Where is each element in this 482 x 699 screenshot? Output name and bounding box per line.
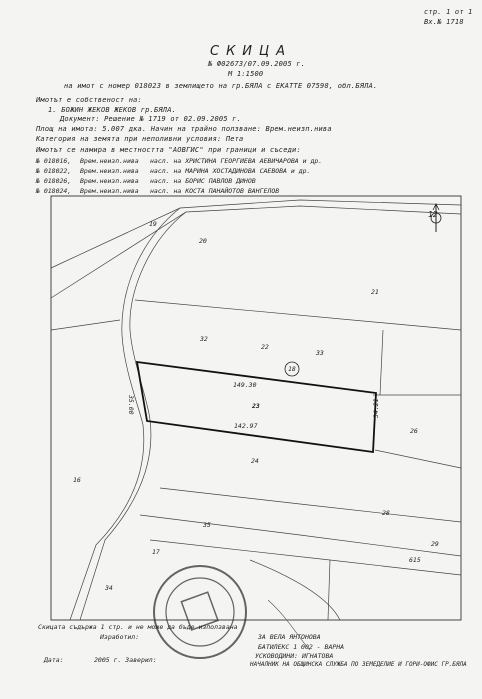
- prepared-by-name: ЗА ВЕЛА ЯНТОНОВА: [258, 633, 321, 641]
- official-stamp: [154, 566, 246, 658]
- property-category: Категория на земята при неполивни условия: Пета: [36, 135, 244, 143]
- incoming-number: Вх.№ 1718: [424, 18, 464, 26]
- prepared-by-label: Изработил:: [100, 633, 140, 641]
- neighbor-owner: насл. на ХРИСТИНА ГЕОРГИЕВА АЕВИЧАРОВА и др.: [150, 157, 323, 165]
- company-line: БАТИЛЕКС 1 002 - ВАРНА: [258, 643, 345, 651]
- parcel-label: 28: [382, 509, 390, 517]
- parcel-label: 19: [149, 220, 157, 228]
- date-label: Дата:: [44, 656, 64, 664]
- property-area: Площ на имота: 5.007 дка. Начин на трайно ползване: Врем.неизп.нива: [36, 125, 332, 133]
- neighbor-number: № 018022,: [36, 167, 72, 175]
- certified-label: 2005 г. Заверил:: [94, 656, 157, 664]
- office-head-line: НАЧАЛНИК НА ОБЩИНСКА СЛУЖБА ПО ЗЕМЕДЕЛИЕ И ГОРИ-ОФИС ГР.БЯЛА: [250, 661, 467, 668]
- neighbor-number: № 018024,: [36, 187, 72, 195]
- parcel-label: 615: [409, 556, 421, 564]
- owner-label: Имотът е собственост на:: [36, 96, 142, 104]
- document-title: СКИЦА: [210, 44, 293, 59]
- owner-name: 1. БОЖИН ЖЕКОВ ЖЕКОВ гр.БЯЛА.: [48, 106, 177, 114]
- parcel-label: 34: [105, 584, 113, 592]
- parcel-label: 32: [200, 335, 208, 343]
- dimension-right: 34.21: [372, 398, 380, 418]
- neighbor-use: Врем.неизп.нива: [80, 157, 139, 165]
- neighbor-owner: насл. на МАРИНА ХОСТАДИНОВА САЕВОВА и др.: [150, 167, 311, 175]
- parcel-label: 24: [251, 457, 259, 465]
- parcel-label: 26: [410, 427, 418, 435]
- parcel-label: 22: [261, 343, 269, 351]
- manager-line: УСКОВОДИНИ: ИГНАТОВА: [255, 652, 334, 660]
- parcel-label: 20: [199, 237, 207, 245]
- parcel-label: 16: [73, 476, 81, 484]
- parcel-boundaries: [51, 200, 461, 620]
- neighbor-use: Врем.неизп.нива: [80, 167, 139, 175]
- parcel-label: 21: [371, 288, 379, 296]
- neighbor-number: № 018016,: [36, 157, 72, 165]
- scale-text: М 1:1500: [228, 70, 264, 78]
- parcel-label: 17: [152, 548, 160, 556]
- neighbor-use: Врем.неизп.нива: [80, 187, 139, 195]
- subject-parcel-label: 23: [252, 402, 260, 410]
- subject-line: на имот с номер 018023 в землището на гр.БЯЛА с ЕКАТТЕ 07598, обл.БЯЛА.: [64, 82, 378, 90]
- dimension-bottom: 142.97: [234, 422, 258, 430]
- location-label: Имотът се намира в местността "АОВГИС" при граници и съседи:: [36, 146, 301, 154]
- document-number: № Ф02673/07.09.2005 г.: [208, 60, 306, 68]
- page-counter: стр. 1 от 1: [424, 8, 473, 16]
- north-label: 12: [428, 210, 438, 219]
- neighbor-number: № 018026,: [36, 177, 72, 185]
- neighbor-use: Врем.неизп.нива: [80, 177, 139, 185]
- footer-pages-note: Скицата съдържа 1 стр. и не може да бъде използвана: [38, 623, 238, 631]
- parcel-label: 35: [203, 521, 211, 529]
- parcel-label: 33: [316, 349, 324, 357]
- parcel-label: 18: [288, 365, 296, 373]
- neighbor-owner: насл. на БОРИС ПАВЛОВ ДИНОВ: [150, 177, 256, 185]
- neighbor-owner: насл. на КОСТА ПАНАЙОТОВ ВАНГЕЛОВ: [150, 187, 280, 195]
- owner-document: Документ: Решение № 1719 от 02.09.2005 г.: [60, 115, 241, 123]
- parcel-label: 29: [431, 540, 439, 548]
- dimension-left: 35.00: [127, 395, 135, 415]
- dimension-top: 149.30: [233, 381, 257, 389]
